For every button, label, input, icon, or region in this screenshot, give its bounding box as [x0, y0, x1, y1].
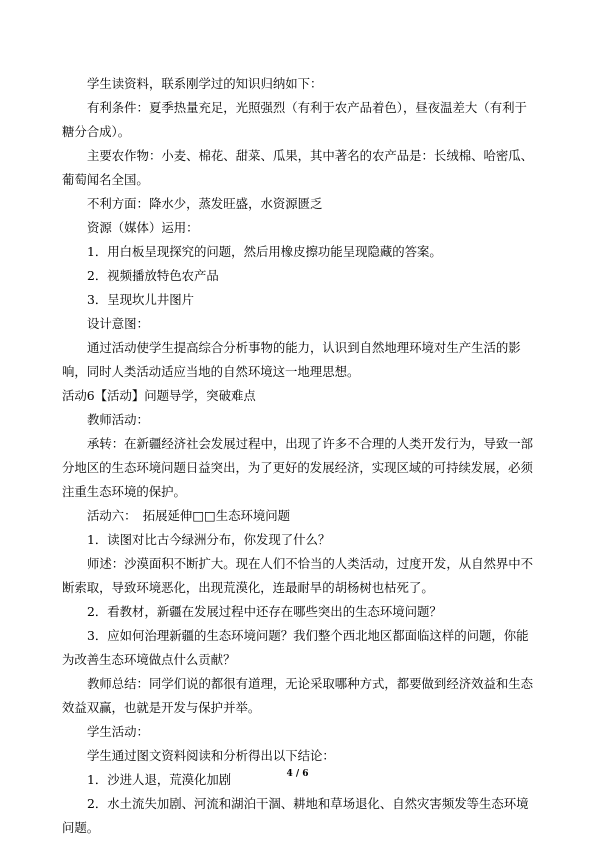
- paragraph-student-conclusion-intro: 学生通过图文资料阅读和分析得出以下结论：: [87, 748, 335, 763]
- paragraph-design-intent-heading: 设计意图：: [87, 316, 149, 331]
- paragraph-favorable-conditions: 有利条件：夏季热量充足，光照强烈（有利于农产品着色），昼夜温差大（有利于糖分合成）。: [62, 100, 527, 139]
- paragraph-unfavorable: 不利方面：降水少，蒸发旺盛，水资源匮乏: [87, 196, 323, 211]
- list-item-karez-image: 3．呈现坎儿井图片: [87, 292, 195, 307]
- paragraph-main-crops: 主要农作物：小麦、棉花、甜菜、瓜果，其中著名的农产品是：长绒棉、哈密瓜、葡萄闻名全国。: [62, 148, 534, 187]
- paragraph-teacher-activity-heading: 教师活动：: [87, 412, 149, 427]
- paragraph-transition: 承转：在新疆经济社会发展过程中，出现了许多不合理的人类开发行为，导致一部分地区的生态环境问题日益突出，为了更好的发展经济，实现区域的可持续发展，必须注重生态环境的保护。: [62, 436, 534, 499]
- page-body: [62, 72, 537, 840]
- list-item-whiteboard: 1．用白板呈现探究的问题，然后用橡皮擦功能呈现隐藏的答案。: [87, 244, 442, 259]
- paragraph-resources-heading: 资源（媒体）运用：: [87, 220, 199, 235]
- paragraph-teacher-summary: 教师总结：同学们说的都很有道理，无论采取哪种方式，都要做到经济效益和生态效益双赢，也就是开发与保护并举。: [62, 676, 534, 715]
- paragraph-design-intent: 通过活动使学生提高综合分析事物的能力，认识到自然地理环境对生产生活的影响，同时人类活动适应当地的自然环境这一地理思想。: [62, 340, 521, 379]
- question-2: 2．看教材，新疆在发展过程中还存在哪些突出的生态环境问题？: [87, 604, 442, 619]
- page-number: 4 / 6: [286, 769, 309, 779]
- question-3: 3．应如何治理新疆的生态环境问题？我们整个西北地区都面临这样的问题，你能为改善生态环境做点什么贡献？: [62, 628, 529, 667]
- paragraph-activity-six-title: 活动六： 拓展延伸□□生态环境问题: [87, 508, 291, 523]
- list-item-video: 2．视频播放特色农产品: [87, 268, 219, 283]
- paragraph-teacher-narration: 师述：沙漠面积不断扩大。现在人们不恰当的人类活动，过度开发，从自然界中不断索取，导致环境恶化，出现荒漠化，连最耐旱的胡杨树也枯死了。: [62, 556, 534, 595]
- question-1: 1．读图对比古今绿洲分布，你发现了什么？: [87, 532, 331, 547]
- activity-6-heading: 活动6【活动】问题导学，突破难点: [62, 388, 256, 403]
- conclusion-1: 1．沙进人退，荒漠化加剧: [87, 772, 232, 787]
- conclusion-2: 2．水土流失加剧、河流和湖泊干涸、耕地和草场退化、自然灾害频发等生态环境问题。: [62, 796, 529, 835]
- paragraph-student-reading: 学生读资料，联系刚学过的知识归纳如下：: [87, 76, 323, 91]
- paragraph-student-activity-heading: 学生活动：: [87, 724, 149, 739]
